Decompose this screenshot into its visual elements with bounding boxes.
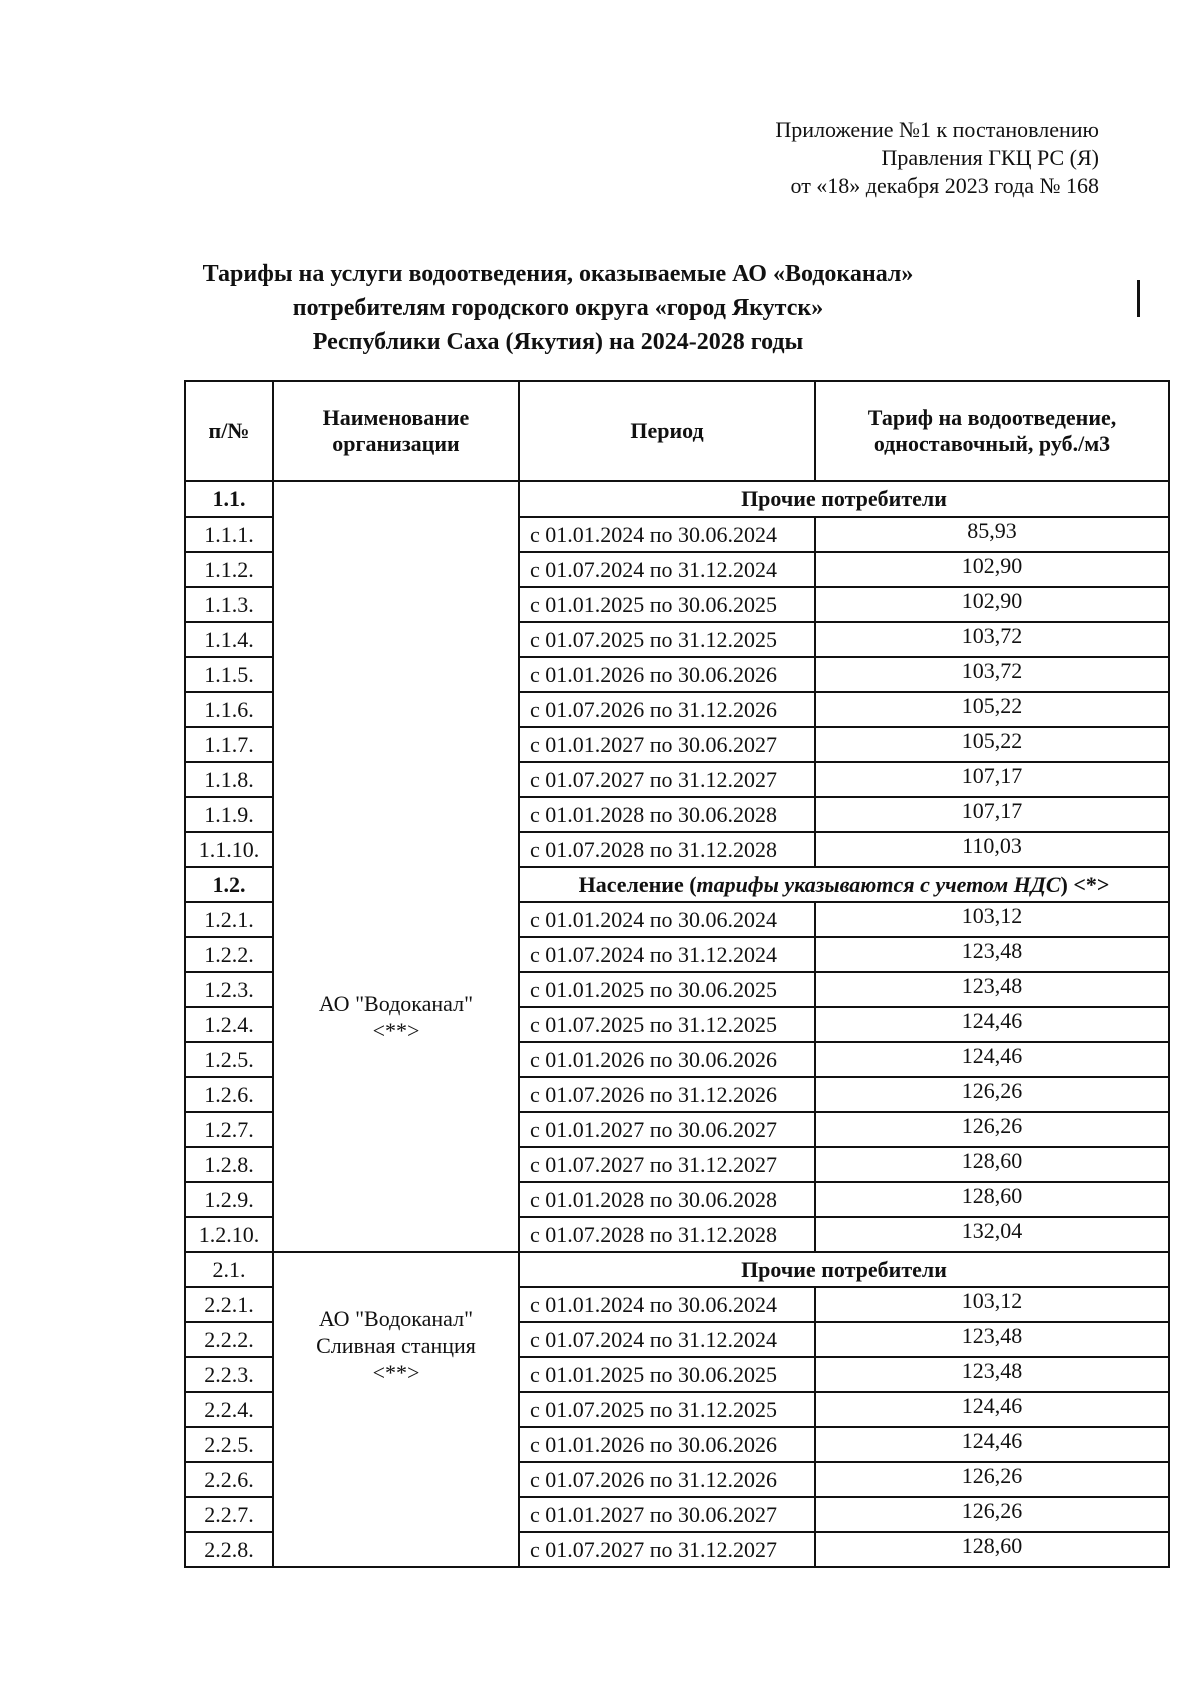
row-period: с 01.07.2026 по 31.12.2026 (519, 1462, 815, 1497)
section-title: Прочие потребители (519, 1252, 1169, 1287)
row-tariff: 124,46 (815, 1042, 1169, 1077)
header-line-2: Правления ГКЦ РС (Я) (881, 145, 1099, 170)
row-num: 1.1.2. (185, 552, 273, 587)
section-row (185, 1252, 1169, 1287)
row-period: с 01.01.2025 по 30.06.2025 (519, 587, 815, 622)
row-period: с 01.01.2024 по 30.06.2024 (519, 1287, 815, 1322)
row-num: 1.1.7. (185, 727, 273, 762)
row-num: 1.2.6. (185, 1077, 273, 1112)
row-tariff: 103,12 (815, 902, 1169, 937)
row-tariff: 123,48 (815, 972, 1169, 1007)
row-period: с 01.07.2028 по 31.12.2028 (519, 1217, 815, 1252)
row-num: 1.1.10. (185, 832, 273, 867)
row-num: 1.1.9. (185, 797, 273, 832)
row-num: 1.1.5. (185, 657, 273, 692)
row-tariff: 128,60 (815, 1147, 1169, 1182)
section-num: 1.2. (185, 867, 273, 902)
row-tariff: 124,46 (815, 1007, 1169, 1042)
row-num: 1.1.3. (185, 587, 273, 622)
row-tariff: 103,72 (815, 622, 1169, 657)
row-tariff: 124,46 (815, 1427, 1169, 1462)
tariffs-table (184, 380, 1170, 1568)
title-line-1: Тарифы на услуги водоотведения, оказываемые АО «Водоканал» (202, 261, 914, 287)
section-title-italic: тарифы указываются с учетом НДС (696, 871, 1061, 897)
row-period: с 01.07.2025 по 31.12.2025 (519, 622, 815, 657)
row-num: 1.2.10. (185, 1217, 273, 1252)
row-tariff: 103,72 (815, 657, 1169, 692)
row-tariff: 85,93 (815, 517, 1169, 552)
row-num: 1.1.4. (185, 622, 273, 657)
row-tariff: 126,26 (815, 1497, 1169, 1532)
row-period: с 01.07.2028 по 31.12.2028 (519, 832, 815, 867)
header-org: Наименование организации (273, 381, 519, 481)
row-period: с 01.01.2026 по 30.06.2026 (519, 657, 815, 692)
row-tariff: 103,12 (815, 1287, 1169, 1322)
row-num: 1.1.1. (185, 517, 273, 552)
row-period: с 01.01.2027 по 30.06.2027 (519, 1497, 815, 1532)
section-title (519, 867, 1169, 902)
row-tariff: 128,60 (815, 1532, 1169, 1567)
section-row (185, 481, 1169, 517)
row-period: с 01.01.2028 по 30.06.2028 (519, 1182, 815, 1217)
table-header-row (185, 381, 1169, 481)
row-period: с 01.07.2026 по 31.12.2026 (519, 692, 815, 727)
row-period: с 01.07.2024 по 31.12.2024 (519, 552, 815, 587)
document-title (200, 257, 916, 359)
org-sub: Сливная станция (316, 1333, 476, 1358)
row-num: 1.2.4. (185, 1007, 273, 1042)
row-period: с 01.07.2025 по 31.12.2025 (519, 1392, 815, 1427)
row-period: с 01.07.2024 по 31.12.2024 (519, 1322, 815, 1357)
row-num: 2.2.1. (185, 1287, 273, 1322)
row-num: 2.2.3. (185, 1357, 273, 1392)
row-period: с 01.07.2026 по 31.12.2026 (519, 1077, 815, 1112)
row-tariff: 123,48 (815, 937, 1169, 972)
row-tariff: 110,03 (815, 832, 1169, 867)
row-num: 1.1.8. (185, 762, 273, 797)
row-num: 1.2.7. (185, 1112, 273, 1147)
row-tariff: 102,90 (815, 587, 1169, 622)
row-tariff: 123,48 (815, 1322, 1169, 1357)
row-num: 1.1.6. (185, 692, 273, 727)
row-tariff: 128,60 (815, 1182, 1169, 1217)
org-note: <**> (372, 1360, 420, 1385)
row-tariff: 132,04 (815, 1217, 1169, 1252)
row-period: с 01.07.2027 по 31.12.2027 (519, 762, 815, 797)
title-line-3: Республики Саха (Якутия) на 2024-2028 годы (312, 329, 804, 355)
row-period: с 01.01.2027 по 30.06.2027 (519, 727, 815, 762)
row-tariff: 105,22 (815, 692, 1169, 727)
org-name: АО "Водоканал" (318, 990, 474, 1016)
header-num: п/№ (185, 381, 273, 481)
section-title: Прочие потребители (519, 481, 1169, 517)
section-title-a: Население ( (578, 871, 697, 897)
section-title-b: ) <*> (1060, 871, 1110, 897)
row-period: с 01.07.2027 по 31.12.2027 (519, 1532, 815, 1567)
row-num: 1.2.5. (185, 1042, 273, 1077)
row-tariff: 124,46 (815, 1392, 1169, 1427)
org-note: <**> (372, 1017, 420, 1043)
row-num: 1.2.3. (185, 972, 273, 1007)
row-num: 1.2.1. (185, 902, 273, 937)
row-num: 2.2.4. (185, 1392, 273, 1427)
row-period: с 01.01.2024 по 30.06.2024 (519, 517, 815, 552)
row-period: с 01.07.2024 по 31.12.2024 (519, 937, 815, 972)
row-num: 1.2.2. (185, 937, 273, 972)
row-num: 2.2.2. (185, 1322, 273, 1357)
row-period: с 01.07.2027 по 31.12.2027 (519, 1147, 815, 1182)
header-period: Период (519, 381, 815, 481)
section-num: 2.1. (185, 1252, 273, 1287)
row-tariff: 107,17 (815, 762, 1169, 797)
row-tariff: 102,90 (815, 552, 1169, 587)
row-num: 1.2.9. (185, 1182, 273, 1217)
row-num: 2.2.8. (185, 1532, 273, 1567)
row-tariff: 126,26 (815, 1112, 1169, 1147)
row-period: с 01.01.2028 по 30.06.2028 (519, 797, 815, 832)
row-tariff: 126,26 (815, 1077, 1169, 1112)
row-num: 2.2.7. (185, 1497, 273, 1532)
row-period: с 01.01.2024 по 30.06.2024 (519, 902, 815, 937)
header-line-3: от «18» декабря 2023 года № 168 (790, 173, 1099, 198)
header-line-1: Приложение №1 к постановлению (775, 117, 1099, 142)
row-num: 2.2.5. (185, 1427, 273, 1462)
table-body (185, 481, 1169, 1567)
row-period: с 01.01.2025 по 30.06.2025 (519, 1357, 815, 1392)
row-num: 1.2.8. (185, 1147, 273, 1182)
row-tariff: 105,22 (815, 727, 1169, 762)
org-cell-vodokanal (273, 481, 519, 1252)
row-period: с 01.01.2026 по 30.06.2026 (519, 1042, 815, 1077)
row-period: с 01.01.2025 по 30.06.2025 (519, 972, 815, 1007)
row-period: с 01.01.2026 по 30.06.2026 (519, 1427, 815, 1462)
document-header (775, 116, 1099, 200)
org-cell-sliv-station (273, 1252, 519, 1567)
row-tariff: 107,17 (815, 797, 1169, 832)
row-tariff: 123,48 (815, 1357, 1169, 1392)
org-name: АО "Водоканал" (318, 1306, 474, 1331)
margin-mark (1137, 280, 1140, 317)
section-num: 1.1. (185, 481, 273, 517)
row-period: с 01.07.2025 по 31.12.2025 (519, 1007, 815, 1042)
row-num: 2.2.6. (185, 1462, 273, 1497)
row-tariff: 126,26 (815, 1462, 1169, 1497)
row-period: с 01.01.2027 по 30.06.2027 (519, 1112, 815, 1147)
title-line-2: потребителям городского округа «город Якутск» (292, 295, 824, 321)
header-tariff: Тариф на водоотведение, одноставочный, руб./м3 (815, 381, 1169, 481)
